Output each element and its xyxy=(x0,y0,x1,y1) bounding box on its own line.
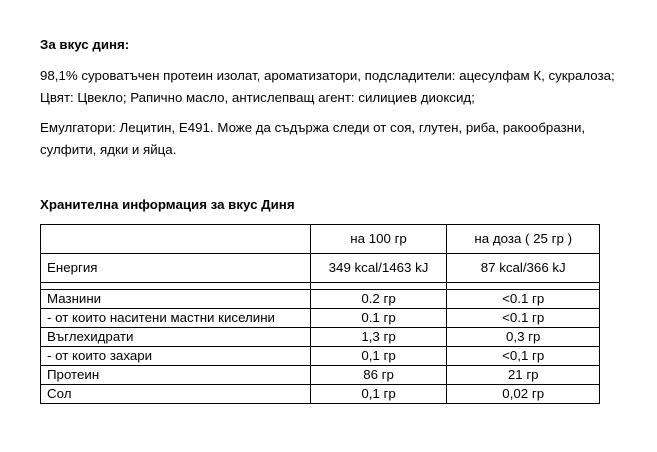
table-row xyxy=(41,366,600,385)
value-per-serving: 21 гр xyxy=(447,366,600,385)
value-per-serving: <0.1 гр xyxy=(447,309,600,328)
header-cell-empty xyxy=(41,225,311,254)
allergens-line: Емулгатори: Лецитин, Е491. Може да съдържа следи от соя, глутен, риба, ракообразни, xyxy=(40,120,586,135)
value-per-100g: 0,1 гр xyxy=(310,347,447,366)
allergens-line: сулфити, ядки и яйца. xyxy=(40,142,177,157)
value-per-serving: 0,3 гр xyxy=(447,328,600,347)
nutrient-name: Сол xyxy=(41,385,311,404)
value-per-100g: 1,3 гр xyxy=(310,328,447,347)
nutrient-name: Протеин xyxy=(41,366,311,385)
table-row xyxy=(41,385,600,404)
flavor-heading: За вкус диня: xyxy=(40,37,130,52)
table-header-row xyxy=(41,225,600,254)
value-per-serving: <0.1 гр xyxy=(447,290,600,309)
value-per-serving: <0,1 гр xyxy=(447,347,600,366)
table-row xyxy=(41,347,600,366)
ingredients-line: 98,1% суроватъчен протеин изолат, ароматизатори, подсладители: ацесулфам К, сукралоза; xyxy=(40,68,615,83)
nutrition-heading: Хранителна информация за вкус Диня xyxy=(40,197,295,212)
table-row-energy xyxy=(41,254,600,283)
nutrient-name: - от които захари xyxy=(41,347,311,366)
value-per-100g: 0.1 гр xyxy=(310,309,447,328)
value-per-100g: 0,1 гр xyxy=(310,385,447,404)
value-per-100g: 0.2 гр xyxy=(310,290,447,309)
value-per-serving: 0,02 гр xyxy=(447,385,600,404)
table-row xyxy=(41,309,600,328)
nutrient-name: Мазнини xyxy=(41,290,311,309)
nutrient-name: Въглехидрати xyxy=(41,328,311,347)
table-row xyxy=(41,290,600,309)
ingredients-paragraph xyxy=(40,65,615,109)
header-cell-per-serving: на доза ( 25 гр ) xyxy=(447,225,600,254)
value-per-100g: 86 гр xyxy=(310,366,447,385)
allergens-paragraph xyxy=(40,117,585,161)
value-per-serving: 87 kcal/366 kJ xyxy=(447,254,600,283)
nutrient-name: Енергия xyxy=(41,254,311,283)
nutrient-name: - от които наситени мастни киселини xyxy=(41,309,311,328)
nutrition-table xyxy=(40,224,600,404)
ingredients-line: Цвят: Цвекло; Рапично масло, антислепващ агент: силициев диоксид; xyxy=(40,90,475,105)
table-spacer-row xyxy=(41,283,600,290)
header-cell-per-100g: на 100 гр xyxy=(310,225,447,254)
table-row xyxy=(41,328,600,347)
value-per-100g: 349 kcal/1463 kJ xyxy=(310,254,447,283)
